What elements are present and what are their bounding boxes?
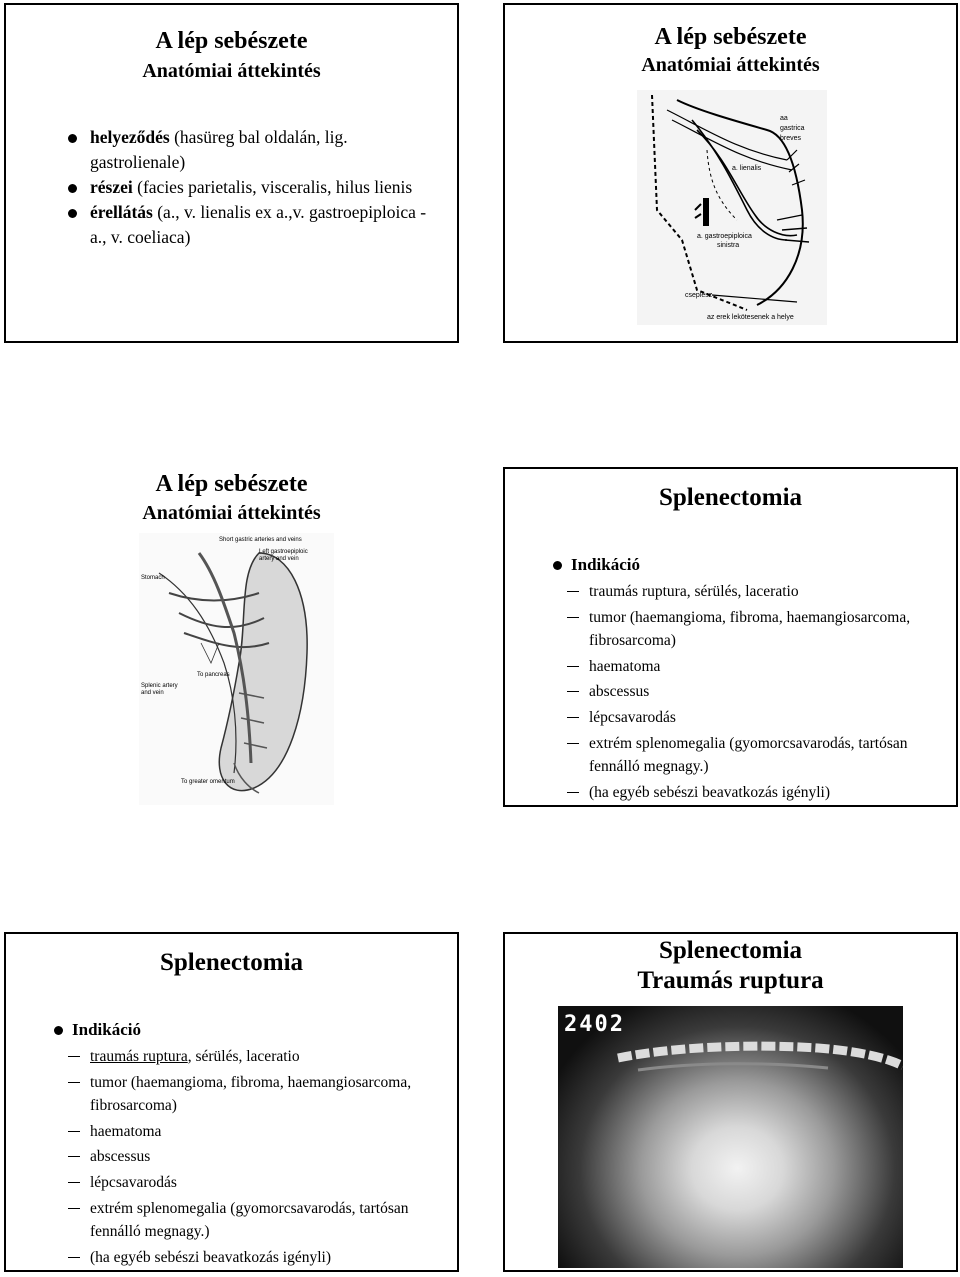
slide-anatomy-illustration xyxy=(4,467,459,807)
figure-label: artery and vein xyxy=(259,556,299,562)
slide-splenectomia-trauma-highlight xyxy=(4,932,459,1272)
indication-item xyxy=(64,1171,459,1195)
indication-item xyxy=(64,1246,459,1270)
indication-item xyxy=(563,655,958,679)
bullet-term: érellátás xyxy=(90,202,153,222)
bullet-term: részei xyxy=(90,177,133,197)
dash-icon xyxy=(68,1156,80,1157)
xray-image xyxy=(558,1006,903,1268)
indication-text: extrém splenomegalia (gyomorcsavarodás, tartósan fennálló megnagy.) xyxy=(589,734,908,776)
slide-title: Splenectomia xyxy=(159,949,304,976)
bullet-item xyxy=(68,200,428,250)
indication-list xyxy=(64,1045,459,1271)
figure-label: cseplesz xyxy=(685,292,713,299)
indication-text: traumás ruptura, sérülés, laceratio xyxy=(589,583,799,600)
figure-label: a. lienalis xyxy=(732,165,762,172)
indication-text: lépcsavarodás xyxy=(90,1173,177,1191)
bullet-dot-icon xyxy=(68,134,77,143)
indication-text: tumor (haemangioma, fibroma, haemangiosarcoma, fibrosarcoma) xyxy=(90,1073,412,1115)
dash-icon xyxy=(68,1257,80,1258)
indication-text: abscessus xyxy=(90,1148,151,1166)
bullet-text: (a., v. lienalis ex a.,v. gastroepiploica - a., v. coeliaca) xyxy=(90,202,427,247)
indication-item xyxy=(64,1120,459,1144)
dash-icon xyxy=(567,743,579,744)
slide-anatomy-drawing xyxy=(503,3,958,343)
indication-item xyxy=(563,606,958,653)
indication-item xyxy=(64,1145,459,1169)
slide-subtitle: Anatómiai áttekintés xyxy=(142,502,321,524)
indication-text: haematoma xyxy=(90,1122,162,1140)
indication-item xyxy=(563,732,958,779)
bullet-term: helyeződés xyxy=(90,127,170,147)
spleen-illustration xyxy=(139,533,334,805)
dash-icon xyxy=(68,1131,80,1132)
dash-icon xyxy=(567,666,579,667)
indication-list xyxy=(563,580,958,806)
dash-icon xyxy=(68,1082,80,1083)
indication-text: tumor (haemangioma, fibroma, haemangiosarcoma, fibrosarcoma) xyxy=(589,608,911,650)
indication-highlight: traumás ruptura xyxy=(90,1048,188,1065)
dash-icon xyxy=(567,717,579,718)
slide-subtitle: Anatómiai áttekintés xyxy=(641,54,820,76)
slide-title: Splenectomia xyxy=(658,484,803,511)
indication-item xyxy=(563,680,958,704)
dash-icon xyxy=(68,1208,80,1209)
indication-item xyxy=(563,580,958,604)
indication-text: , sérülés, laceratio xyxy=(187,1048,300,1065)
dash-icon xyxy=(68,1182,80,1183)
figure-label: sinistra xyxy=(717,242,740,249)
slide-title: A lép sebészete xyxy=(155,471,308,497)
figure-label: aa xyxy=(780,115,788,122)
figure-label: az erek lekötesenek a helye xyxy=(707,314,794,321)
figure-label: Stomach xyxy=(141,575,165,581)
bullet-dot-icon xyxy=(553,561,562,570)
indication-item xyxy=(64,1071,459,1118)
indication-item xyxy=(563,706,958,730)
indication-item xyxy=(64,1045,459,1069)
indication-text: lépcsavarodás xyxy=(589,708,676,726)
indication-item xyxy=(64,1197,459,1244)
indication-heading xyxy=(54,1019,141,1041)
spleen-vessel-drawing xyxy=(637,90,827,325)
dash-icon xyxy=(567,591,579,592)
figure-label: Short gastric arteries and veins xyxy=(219,537,302,543)
xray-number: 2402 xyxy=(564,1012,625,1037)
dash-icon xyxy=(68,1056,80,1057)
slide-title: A lép sebészete xyxy=(654,24,807,50)
bullet-text: (hasüreg bal oldalán, lig. gastrolienale) xyxy=(90,127,348,172)
indication-heading-text: Indikáció xyxy=(72,1020,141,1039)
indication-text: (ha egyéb sebészi beavatkozás igényli) xyxy=(589,783,831,801)
slide-title: A lép sebészete xyxy=(155,28,308,54)
bullet-list xyxy=(68,125,428,250)
indication-heading xyxy=(553,554,640,576)
bullet-item xyxy=(68,125,428,175)
figure-label: breves xyxy=(780,135,802,142)
slide-title: Splenectomia xyxy=(658,937,803,964)
figure-label: Splenic artery xyxy=(141,683,178,689)
indication-text: extrém splenomegalia (gyomorcsavarodás, tartósan fennálló megnagy.) xyxy=(90,1199,409,1241)
slide-anatomy-text xyxy=(4,3,459,343)
figure-label: gastrica xyxy=(780,125,805,132)
figure-label: To pancreas xyxy=(197,672,230,678)
indication-text: haematoma xyxy=(589,657,661,675)
bullet-text: (facies parietalis, visceralis, hilus lienis xyxy=(132,177,413,197)
figure-label: and vein xyxy=(141,690,164,696)
slide-subtitle: Traumás ruptura xyxy=(637,967,824,994)
slide-traumatic-rupture xyxy=(503,932,958,1272)
figure-label: Left gastroepiploic xyxy=(259,549,308,555)
indication-text: abscessus xyxy=(589,683,650,701)
indication-text: (ha egyéb sebészi beavatkozás igényli) xyxy=(90,1248,332,1266)
bullet-dot-icon xyxy=(68,209,77,218)
indication-item xyxy=(563,781,958,805)
bullet-dot-icon xyxy=(68,184,77,193)
indication-heading-text: Indikáció xyxy=(571,555,640,574)
dash-icon xyxy=(567,691,579,692)
dash-icon xyxy=(567,617,579,618)
dash-icon xyxy=(567,792,579,793)
figure-label: a. gastroepiploica xyxy=(697,233,752,240)
bullet-dot-icon xyxy=(54,1026,63,1035)
slide-subtitle: Anatómiai áttekintés xyxy=(142,60,321,82)
slide-splenectomia-indications xyxy=(503,467,958,807)
bullet-item xyxy=(68,175,428,200)
spine-overlay xyxy=(558,1006,903,1268)
figure-label: To greater omentum xyxy=(181,779,235,785)
